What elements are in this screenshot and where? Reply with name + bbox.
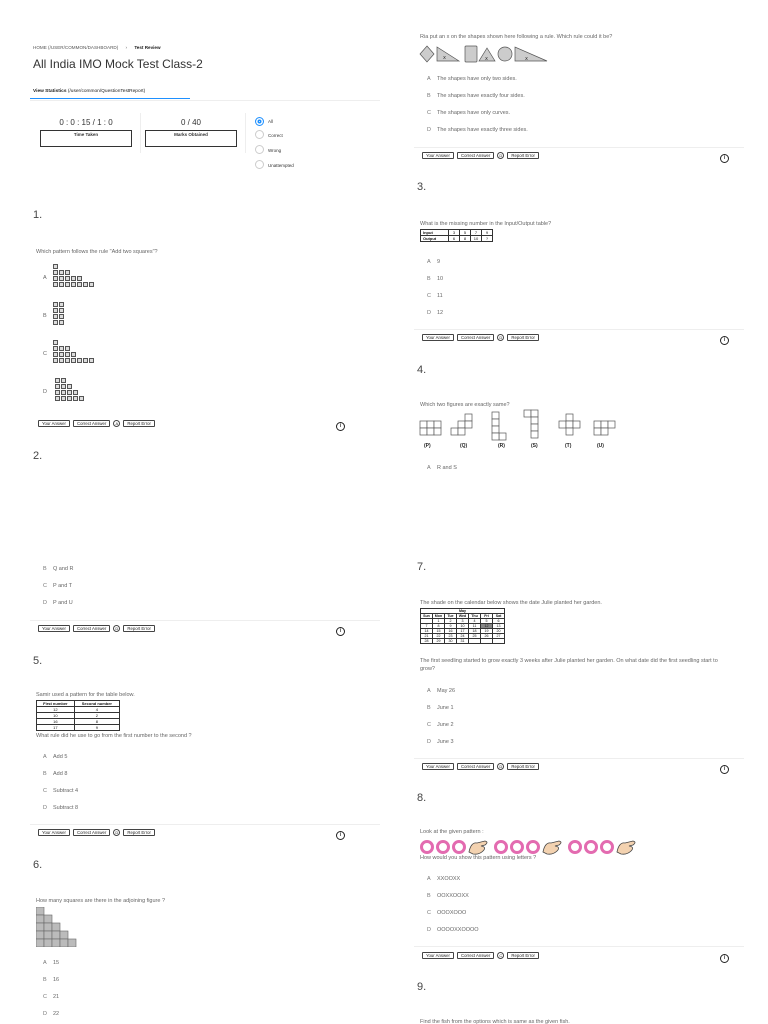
divider xyxy=(30,620,380,621)
option-key: A xyxy=(427,76,431,82)
report-error-button[interactable]: Report Error xyxy=(123,625,155,632)
option-key: C xyxy=(427,722,431,728)
calendar-day-header: Mon xyxy=(433,614,445,619)
option-text: The shapes have only two sides. xyxy=(437,76,517,82)
filter-wrong-label: Wrong xyxy=(268,148,282,153)
option-key: C xyxy=(427,110,431,116)
option-b[interactable] xyxy=(43,771,67,777)
divider xyxy=(30,824,380,825)
breadcrumb-home-link[interactable]: HOME (/USER/COMMON/DASHBOARD) xyxy=(33,45,119,50)
option-d[interactable] xyxy=(43,805,78,811)
question-number: 2. xyxy=(33,450,43,462)
question-number: 8. xyxy=(417,792,427,804)
calendar-date-cell: 31 xyxy=(457,639,469,644)
option-key: B xyxy=(427,705,431,711)
figure-label: (U) xyxy=(597,443,604,449)
correct-answer-badge: C xyxy=(497,952,504,959)
option-text: June 3 xyxy=(437,739,454,745)
your-answer-button[interactable]: Your Answer xyxy=(422,763,454,770)
input-output-table xyxy=(420,229,493,242)
option-text: 10 xyxy=(437,276,444,282)
calendar-date-cell: 17 xyxy=(457,629,469,634)
correct-answer-button[interactable]: Correct Answer xyxy=(457,334,494,341)
stats-divider xyxy=(245,113,246,153)
correct-answer-button[interactable]: Correct Answer xyxy=(73,625,110,632)
table-cell: 12 xyxy=(37,707,75,713)
calendar-date-cell: 18 xyxy=(469,629,481,634)
option-text: Add 5 xyxy=(53,754,68,760)
option-a-figure[interactable] xyxy=(53,264,95,288)
option-text: 15 xyxy=(53,960,60,966)
table-cell: 16 xyxy=(37,719,75,725)
question-number: 7. xyxy=(417,561,427,573)
option-key: B xyxy=(427,93,431,99)
option-key: D xyxy=(427,927,431,933)
view-statistics-path: (/user/common/QuestionTestReport) xyxy=(67,89,146,94)
report-error-button[interactable]: Report Error xyxy=(507,952,539,959)
question-number: 3. xyxy=(417,181,427,193)
filter-wrong-radio[interactable] xyxy=(255,145,264,154)
correct-answer-badge: D xyxy=(113,829,120,836)
option-text: The shapes have exactly three sides. xyxy=(437,127,528,133)
calendar-date-cell: 11 xyxy=(469,624,481,629)
figure-label: (P) xyxy=(424,443,431,449)
calendar-date-cell: 30 xyxy=(445,639,457,644)
table-cell: 7 xyxy=(471,230,482,236)
calendar-date-cell: 26 xyxy=(481,634,493,639)
calendar-day-header: Fri xyxy=(481,614,493,619)
filter-correct-radio[interactable] xyxy=(255,130,264,139)
table-cell: 17 xyxy=(37,725,75,731)
option-key: D xyxy=(427,127,431,133)
divider xyxy=(414,946,744,947)
filter-correct-label: Correct xyxy=(268,133,283,138)
calendar-date-cell: 25 xyxy=(469,634,481,639)
option-key: B xyxy=(43,977,47,983)
time-taken-box xyxy=(40,130,132,147)
calendar-date-cell: 23 xyxy=(445,634,457,639)
table-cell: 8 xyxy=(460,236,471,242)
option-c[interactable] xyxy=(43,788,78,794)
correct-answer-button[interactable]: Correct Answer xyxy=(73,829,110,836)
svg-text:x: x xyxy=(443,55,446,61)
table-cell: Input xyxy=(421,230,449,236)
option-key: D xyxy=(43,805,47,811)
calendar-date-cell: 15 xyxy=(433,629,445,634)
option-b[interactable] xyxy=(427,93,525,99)
figure-label: (R) xyxy=(498,443,505,449)
calendar-date-cell: 2 xyxy=(445,619,457,624)
option-d[interactable] xyxy=(43,600,73,606)
calendar-day-header: Wed xyxy=(457,614,469,619)
view-statistics-link[interactable] xyxy=(33,89,145,94)
option-key: D xyxy=(427,739,431,745)
question-text: How many squares are there in the adjoining figure ? xyxy=(36,898,166,904)
calendar-date-cell: 7 xyxy=(421,624,433,629)
option-b[interactable] xyxy=(43,977,59,983)
calendar-date-cell: 5 xyxy=(481,619,493,624)
option-key: A xyxy=(427,465,431,471)
correct-answer-badge: A xyxy=(113,420,120,427)
table-cell: 8 xyxy=(74,719,119,725)
staircase-squares-figure xyxy=(36,907,82,947)
option-key: A xyxy=(43,275,47,281)
option-key: B xyxy=(427,276,431,282)
option-key: A xyxy=(427,259,431,265)
table-cell: 9 xyxy=(482,230,493,236)
option-text: XXOOXX xyxy=(437,876,461,882)
figure-label: (Q) xyxy=(460,443,468,449)
option-d[interactable] xyxy=(427,127,528,133)
report-error-button[interactable]: Report Error xyxy=(507,334,539,341)
correct-answer-button[interactable]: Correct Answer xyxy=(73,420,110,427)
filter-all-radio[interactable] xyxy=(255,117,264,126)
option-text: 21 xyxy=(53,994,60,1000)
question-text: What is the missing number in the Input/Output table? xyxy=(420,221,552,227)
number-table xyxy=(36,700,120,731)
info-icon[interactable]: i xyxy=(336,422,345,431)
option-key: C xyxy=(427,910,431,916)
calendar-day-header: Sun xyxy=(421,614,433,619)
option-key: A xyxy=(427,876,431,882)
report-error-button[interactable]: Report Error xyxy=(123,420,155,427)
calendar-date-cell: 12 xyxy=(481,624,493,629)
grid-figures xyxy=(418,409,618,443)
calendar xyxy=(420,608,505,644)
option-text: OOXXOOXX xyxy=(437,893,469,899)
figure-label: (T) xyxy=(565,443,572,449)
question-text: Find the fish from the options which is same as the given fish. xyxy=(420,1019,570,1024)
table-cell: Output xyxy=(421,236,449,242)
option-text: Subtract 4 xyxy=(53,788,79,794)
option-text: OOOXOOO xyxy=(437,910,467,916)
option-text: May 26 xyxy=(437,688,456,694)
option-key: D xyxy=(43,1011,47,1017)
your-answer-button[interactable]: Your Answer xyxy=(38,420,70,427)
option-text: The shapes have only curves. xyxy=(437,110,511,116)
option-a[interactable] xyxy=(427,465,457,471)
answer-bar xyxy=(38,419,155,428)
breadcrumb-chevron-icon: › xyxy=(125,45,128,50)
correct-answer-button[interactable]: Correct Answer xyxy=(457,952,494,959)
breadcrumb xyxy=(33,45,161,50)
calendar-date-cell: 21 xyxy=(421,634,433,639)
calendar-day-header: Sat xyxy=(493,614,505,619)
option-b[interactable] xyxy=(427,705,454,711)
question-text: Samir used a pattern for the table below. xyxy=(36,692,135,698)
report-error-button[interactable]: Report Error xyxy=(507,152,539,159)
answer-bar xyxy=(422,951,539,960)
your-answer-button[interactable]: Your Answer xyxy=(422,952,454,959)
option-key: C xyxy=(43,788,47,794)
calendar-date-cell: 24 xyxy=(457,634,469,639)
option-key: B xyxy=(43,313,47,319)
option-key: A xyxy=(427,688,431,694)
time-taken-label: Time Taken xyxy=(73,132,99,137)
stats-divider xyxy=(140,113,141,153)
option-key: C xyxy=(43,994,47,1000)
option-c[interactable] xyxy=(427,722,454,728)
option-text: 12 xyxy=(437,310,444,316)
question-text: Ria put an x on the shapes shown here following a rule. Which rule could it be? xyxy=(420,34,613,40)
option-c[interactable] xyxy=(427,110,510,116)
option-d[interactable] xyxy=(427,927,479,933)
calendar-date-cell: 3 xyxy=(457,619,469,624)
correct-answer-badge: D xyxy=(113,625,120,632)
info-icon[interactable]: i xyxy=(336,831,345,840)
divider xyxy=(414,147,744,148)
calendar-date-cell: 29 xyxy=(433,639,445,644)
correct-answer-badge: D xyxy=(497,334,504,341)
question-followup: How would you show this pattern using letters ? xyxy=(420,855,537,861)
marks-box xyxy=(145,130,237,147)
option-text: June 1 xyxy=(437,705,454,711)
table-cell: 3 xyxy=(449,230,460,236)
info-icon[interactable]: i xyxy=(720,336,729,345)
option-text: P and T xyxy=(53,583,73,589)
option-c[interactable] xyxy=(43,994,59,1000)
calendar-date-cell: 13 xyxy=(493,624,505,629)
your-answer-button[interactable]: Your Answer xyxy=(422,334,454,341)
option-text: 16 xyxy=(53,977,60,983)
svg-text:x: x xyxy=(525,56,528,62)
calendar-date-cell: 1 xyxy=(433,619,445,624)
breadcrumb-current: Test Review xyxy=(134,45,161,50)
calendar-date-cell xyxy=(481,639,493,644)
report-error-button[interactable]: Report Error xyxy=(123,829,155,836)
report-error-button[interactable]: Report Error xyxy=(507,763,539,770)
figure-label: (S) xyxy=(531,443,538,449)
option-text: 11 xyxy=(437,293,443,299)
view-statistics-underline xyxy=(30,98,190,99)
calendar-date-cell: 20 xyxy=(493,629,505,634)
option-a[interactable] xyxy=(427,259,440,265)
calendar-date-cell: 9 xyxy=(445,624,457,629)
option-text: Q and R xyxy=(53,566,74,572)
option-text: OOOOXXOOOO xyxy=(437,927,479,933)
divider xyxy=(30,100,380,101)
option-a[interactable] xyxy=(427,76,517,82)
answer-bar xyxy=(422,762,539,771)
option-d-figure[interactable] xyxy=(55,378,85,402)
option-b-figure[interactable] xyxy=(53,302,65,326)
table-cell: 9 xyxy=(74,725,119,731)
question-number: 9. xyxy=(417,981,427,993)
table-cell: ? xyxy=(482,236,493,242)
marks-label: Marks Obtained xyxy=(174,132,208,137)
calendar-date-cell: 16 xyxy=(445,629,457,634)
calendar-month: May xyxy=(421,609,505,614)
filter-unattempted-radio[interactable] xyxy=(255,160,264,169)
option-a[interactable] xyxy=(43,960,59,966)
calendar-date-cell: 22 xyxy=(433,634,445,639)
calendar-date-cell: 27 xyxy=(493,634,505,639)
page-title: All India IMO Mock Test Class-2 xyxy=(33,57,203,71)
question-text: Which pattern follows the rule "Add two squares"? xyxy=(36,249,158,255)
table-header: Second number xyxy=(74,701,119,707)
question-number: 1. xyxy=(33,209,43,221)
calendar-date-cell: 14 xyxy=(421,629,433,634)
question-number: 6. xyxy=(33,859,43,871)
option-key: B xyxy=(427,893,431,899)
option-text: Subtract 8 xyxy=(53,805,79,811)
option-c[interactable] xyxy=(427,910,466,916)
filter-unattempted-label: Unattempted xyxy=(268,163,294,168)
option-c[interactable] xyxy=(427,293,443,299)
pattern-figure xyxy=(419,837,649,857)
option-key: C xyxy=(427,293,431,299)
calendar-date-cell: 10 xyxy=(457,624,469,629)
correct-answer-badge: D xyxy=(497,152,504,159)
option-b[interactable] xyxy=(43,566,73,572)
calendar-date-cell xyxy=(493,639,505,644)
question-number: 5. xyxy=(33,655,43,667)
calendar-day-header: Thu xyxy=(469,614,481,619)
option-c-figure[interactable] xyxy=(53,340,95,364)
marks-value: 0 / 40 xyxy=(180,118,201,127)
option-b[interactable] xyxy=(427,893,469,899)
answer-bar xyxy=(422,333,539,342)
option-key: D xyxy=(43,389,47,395)
answer-bar xyxy=(38,828,155,837)
table-cell: 4 xyxy=(74,707,119,713)
question-number: 4. xyxy=(417,364,427,376)
option-a[interactable] xyxy=(43,754,67,760)
calendar-date-cell xyxy=(469,639,481,644)
your-answer-button[interactable]: Your Answer xyxy=(38,625,70,632)
info-icon[interactable]: i xyxy=(720,765,729,774)
calendar-day-header: Tue xyxy=(445,614,457,619)
divider xyxy=(414,758,744,759)
option-c[interactable] xyxy=(43,583,72,589)
table-cell: 10 xyxy=(37,713,75,719)
table-cell: 5 xyxy=(460,230,471,236)
option-d[interactable] xyxy=(427,739,454,745)
svg-text:x: x xyxy=(485,56,488,62)
option-text: Add 8 xyxy=(53,771,68,777)
option-text: 9 xyxy=(437,259,441,265)
option-b[interactable] xyxy=(427,276,443,282)
option-key: D xyxy=(43,600,47,606)
option-key: A xyxy=(43,754,47,760)
table-header: First number xyxy=(37,701,75,707)
info-icon[interactable]: i xyxy=(720,954,729,963)
divider xyxy=(414,329,744,330)
filter-all-label: All xyxy=(268,119,274,124)
calendar-date-cell: 4 xyxy=(469,619,481,624)
option-key: C xyxy=(43,351,47,357)
table-cell: 6 xyxy=(449,236,460,242)
info-icon[interactable]: i xyxy=(336,627,345,636)
question-text: Which two figures are exactly same? xyxy=(420,402,510,408)
calendar-date-cell: 8 xyxy=(433,624,445,629)
calendar-date-cell: 19 xyxy=(481,629,493,634)
correct-answer-button[interactable]: Correct Answer xyxy=(457,152,494,159)
option-d[interactable] xyxy=(427,310,443,316)
option-key: B xyxy=(43,771,47,777)
correct-answer-badge: D xyxy=(497,763,504,770)
view-statistics-label: View Statistics xyxy=(33,89,67,94)
your-answer-button[interactable]: Your Answer xyxy=(38,829,70,836)
correct-answer-button[interactable]: Correct Answer xyxy=(457,763,494,770)
answer-bar xyxy=(38,624,155,633)
table-cell: 2 xyxy=(74,713,119,719)
question-followup: What rule did he use to go from the first number to the second ? xyxy=(36,733,192,739)
option-text: The shapes have exactly four sides. xyxy=(437,93,525,99)
time-taken-value: 0 : 0 : 15 / 1 : 0 xyxy=(59,118,113,127)
option-text: June 2 xyxy=(437,722,454,728)
option-a[interactable] xyxy=(427,876,460,882)
info-icon[interactable]: i xyxy=(720,154,729,163)
question-text: The shade on the calendar below shows the date Julie planted her garden. xyxy=(420,600,602,606)
calendar-date-cell: 6 xyxy=(493,619,505,624)
option-a[interactable] xyxy=(427,688,455,694)
option-text: 22 xyxy=(53,1011,60,1017)
option-text: R and S xyxy=(437,465,457,471)
question-followup: The first seedling started to grow exactly 3 weeks after Julie planted her garden. On what date did the first seedling start to grow? xyxy=(420,658,718,672)
option-d[interactable] xyxy=(43,1011,59,1017)
calendar-date-cell: 28 xyxy=(421,639,433,644)
question-text: Look at the given pattern : xyxy=(420,829,484,835)
table-cell: 10 xyxy=(471,236,482,242)
shapes-figure xyxy=(419,44,554,64)
option-text: P and U xyxy=(53,600,73,606)
option-key: D xyxy=(427,310,431,316)
answer-bar xyxy=(422,151,539,160)
option-key: A xyxy=(43,960,47,966)
option-key: B xyxy=(43,566,47,572)
your-answer-button[interactable]: Your Answer xyxy=(422,152,454,159)
option-key: C xyxy=(43,583,47,589)
